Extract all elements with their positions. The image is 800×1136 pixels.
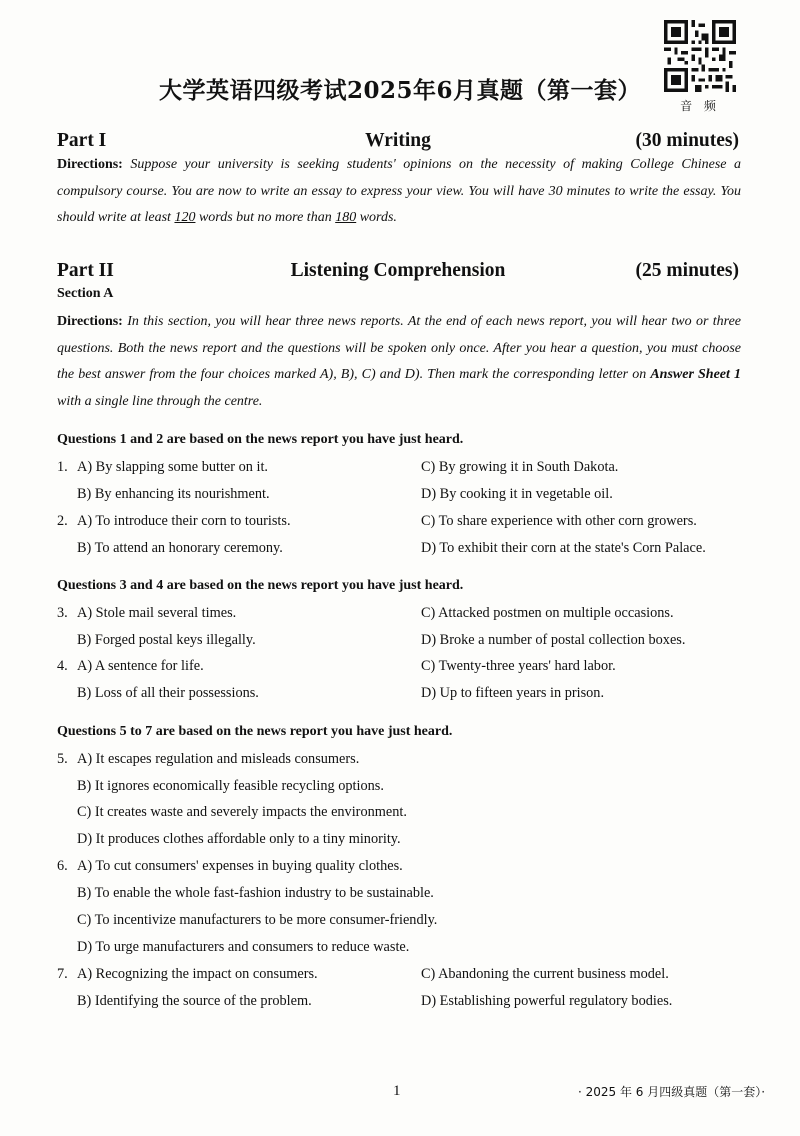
question-row [57,858,747,884]
part1-label: Part I [57,130,107,151]
question-row [57,885,747,911]
question-row [57,486,747,512]
min-words: 120 [174,210,196,225]
answer-option[interactable]: B) By enhancing its nourishment. [77,486,270,502]
answer-option[interactable]: B) To attend an honorary ceremony. [77,540,283,556]
question-number: 4. [57,658,68,674]
answer-option[interactable]: D) Up to fifteen years in prison. [421,685,605,701]
answer-option[interactable]: A) Recognizing the impact on consumers. [77,966,318,982]
part2-directions-text-a: In this section, you will hear three news reports. At the end of each news report, you will hear two or three questions. Both the news report and the questions will be spoken only once. After you hear a question, you must choose the best answer from the four choices marked A), B), C) and D). Then mark the corresponding letter on [57,314,742,382]
question-number: 7. [57,966,68,982]
question-row [57,513,747,539]
question-row [57,459,747,485]
part1-directions-text-c: words. [359,210,397,225]
question-row [57,804,747,830]
question-group-heading: Questions 3 and 4 are based on the news report you have just heard. [57,578,464,593]
answer-option[interactable]: A) A sentence for life. [77,658,204,674]
question-group-heading: Questions 1 and 2 are based on the news report you have just heard. [57,432,464,447]
question-number: 3. [57,605,68,621]
answer-option[interactable]: D) It produces clothes affordable only to a tiny minority. [77,831,401,847]
answer-option[interactable]: A) It escapes regulation and misleads consumers. [77,751,360,767]
part2-time: (25 minutes) [635,260,739,281]
answer-option[interactable]: D) Establishing powerful regulatory bodies. [421,993,673,1009]
answer-option[interactable]: B) It ignores economically feasible recycling options. [77,778,384,794]
part1-header [57,130,739,152]
question-row [57,778,747,804]
question-row [57,685,747,711]
answer-option[interactable]: A) Stole mail several times. [77,605,237,621]
page-title: 大学英语四级考试2025年6月真题（第一套） [158,77,642,104]
part1-name: Writing [365,130,431,151]
answer-option[interactable]: D) To exhibit their corn at the state's Corn Palace. [421,540,706,556]
max-words: 180 [335,210,357,225]
answer-option[interactable]: A) By slapping some butter on it. [77,459,269,475]
question-row [57,658,747,684]
question-row [57,632,747,658]
answer-option[interactable]: C) To incentivize manufacturers to be more consumer-friendly. [77,912,438,928]
answer-option[interactable]: B) Forged postal keys illegally. [77,632,256,648]
part1-time: (30 minutes) [635,130,739,151]
answer-option[interactable]: A) To cut consumers' expenses in buying quality clothes. [77,858,403,874]
answer-option[interactable]: B) To enable the whole fast-fashion industry to be sustainable. [77,885,434,901]
qr-audio-label: 音 频 [680,99,720,113]
part2-directions [57,309,741,415]
qr-code-icon[interactable] [664,20,736,92]
question-number: 1. [57,459,68,475]
question-row [57,831,747,857]
question-row [57,939,747,965]
part1-directions [57,152,741,232]
question-number: 2. [57,513,68,529]
answer-sheet-label: Answer Sheet 1 [650,367,742,382]
part2-header [57,260,739,282]
part2-directions-text-b: with a single line through the centre. [57,393,263,409]
question-row [57,751,747,777]
answer-option[interactable]: A) To introduce their corn to tourists. [77,513,291,529]
question-number: 6. [57,858,68,874]
answer-option[interactable]: C) Twenty-three years' hard labor. [421,658,616,674]
question-row [57,912,747,938]
answer-option[interactable]: B) Loss of all their possessions. [77,685,259,701]
directions-label: Directions: [57,314,123,329]
answer-option[interactable]: D) By cooking it in vegetable oil. [421,486,613,502]
answer-option[interactable]: D) Broke a number of postal collection boxes. [421,632,686,648]
answer-option[interactable]: C) Attacked postmen on multiple occasions. [421,605,674,621]
question-row [57,605,747,631]
answer-option[interactable]: D) To urge manufacturers and consumers to reduce waste. [77,939,410,955]
answer-option[interactable]: C) By growing it in South Dakota. [421,459,619,475]
part1-directions-text-b: words but no more than [198,210,332,225]
footer-exam-label: · 2025 年 6 月四级真题（第一套）· [578,1085,766,1099]
question-row [57,966,747,992]
question-row [57,540,747,566]
answer-option[interactable]: C) To share experience with other corn growers. [421,513,697,529]
part1-directions-text-a: Suppose your university is seeking students' opinions on the necessity of making College Chinese a compulsory course. You are now to write an essay to express your view. You will have 30 minutes to write the essay. You should write at least [57,157,741,225]
part2-name: Listening Comprehension [290,260,506,281]
page-number: 1 [393,1083,401,1099]
question-group-heading: Questions 5 to 7 are based on the news report you have just heard. [57,724,453,739]
section-a-label: Section A [57,286,114,301]
answer-option[interactable]: C) Abandoning the current business model. [421,966,669,982]
question-number: 5. [57,751,68,767]
answer-option[interactable]: C) It creates waste and severely impacts the environment. [77,804,407,820]
directions-label: Directions: [57,157,123,172]
part2-label: Part II [57,260,114,281]
answer-option[interactable]: B) Identifying the source of the problem. [77,993,312,1009]
question-row [57,993,747,1019]
